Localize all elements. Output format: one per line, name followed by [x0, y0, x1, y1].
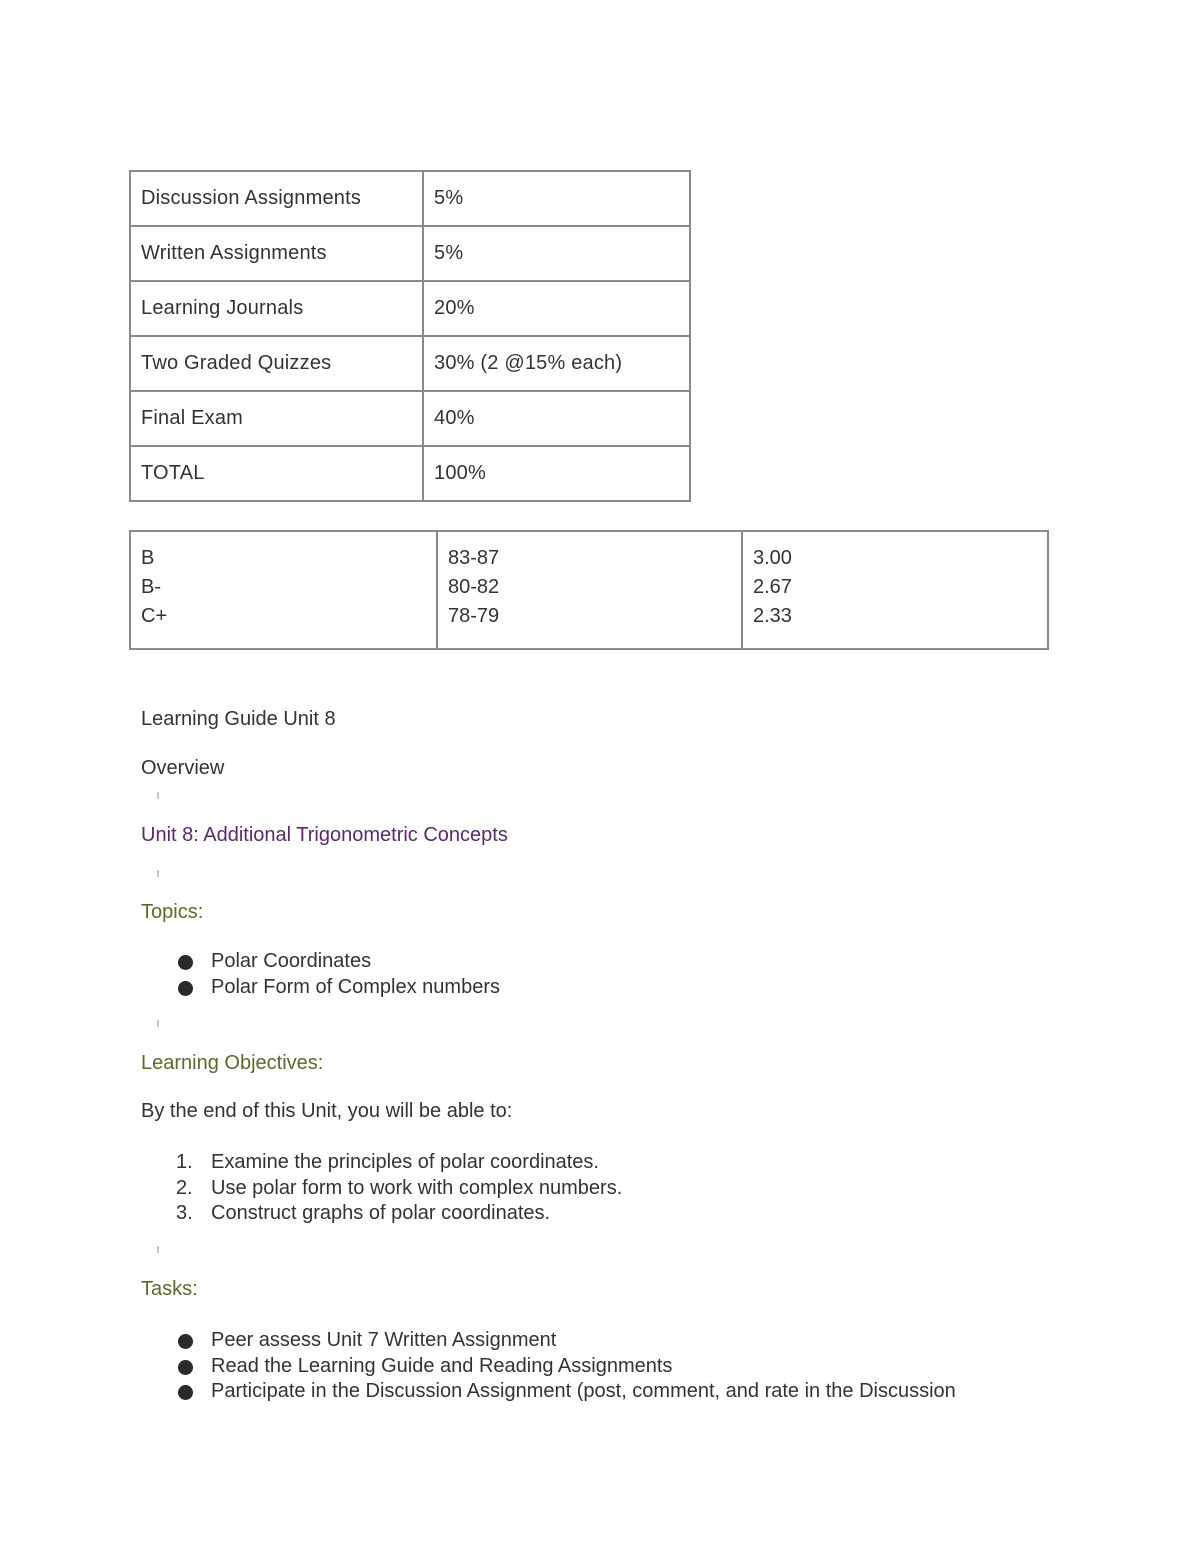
list-item: [170, 1176, 622, 1202]
grade-ranges-cell: [437, 531, 742, 649]
objectives-heading: Learning Objectives:: [141, 1052, 324, 1074]
list-item: [170, 949, 500, 975]
grade-range: 78-79: [448, 605, 500, 627]
list-item: [170, 1354, 956, 1380]
bullet-icon: [178, 1334, 193, 1349]
list-item: [170, 1328, 956, 1354]
objective-text: Use polar form to work with complex numbers.: [211, 1176, 623, 1199]
spacer-mark: [157, 1246, 159, 1253]
grade-letter: B-: [141, 576, 161, 598]
list-item: [170, 975, 500, 1001]
weight-item-cell: Written Assignments: [130, 226, 423, 281]
bullet-icon: [178, 981, 193, 996]
item-number: 3.: [176, 1202, 193, 1224]
objective-text: Construct graphs of polar coordinates.: [211, 1202, 551, 1224]
table-row: [130, 226, 690, 281]
task-text: Participate in the Discussion Assignment (post, comment, and rate in the Discussion: [211, 1380, 956, 1402]
grade-points: 2.33: [753, 605, 792, 627]
list-item: [170, 1379, 956, 1405]
table-row: [130, 531, 1048, 649]
grade-letter: C+: [141, 605, 168, 627]
grade-letter: B: [141, 547, 155, 569]
weight-value-cell: 5%: [423, 226, 690, 281]
grade-points-cell: [742, 531, 1048, 649]
list-item: [170, 1150, 622, 1176]
item-number: 1.: [176, 1151, 193, 1173]
topic-text: Polar Coordinates: [211, 950, 372, 972]
item-number: 2.: [176, 1176, 193, 1199]
table-row: [130, 336, 690, 391]
table-row: [130, 171, 690, 226]
weight-item-cell: Learning Journals: [130, 281, 423, 336]
spacer-mark: [157, 792, 159, 799]
grade-range: 80-82: [448, 576, 500, 598]
weight-item-cell: TOTAL: [130, 446, 423, 501]
table-row: [130, 446, 690, 501]
table-row: [130, 391, 690, 446]
weight-item-cell: Discussion Assignments: [130, 171, 423, 226]
grade-range: 83-87: [448, 547, 500, 569]
topics-list: [170, 949, 500, 1000]
weight-value-cell: 100%: [423, 446, 690, 501]
grade-points: 3.00: [753, 547, 792, 569]
weight-value-cell: 20%: [423, 281, 690, 336]
weight-value-cell: 5%: [423, 171, 690, 226]
bullet-icon: [178, 1360, 193, 1375]
unit-heading: Unit 8: Additional Trigonometric Concepts: [141, 824, 508, 846]
grade-points: 2.67: [753, 576, 792, 598]
list-item: [170, 1201, 622, 1227]
grade-scale-table: [129, 530, 1049, 650]
weight-value-cell: 40%: [423, 391, 690, 446]
spacer-mark: [157, 1020, 159, 1027]
task-text: Peer assess Unit 7 Written Assignment: [211, 1329, 557, 1351]
weight-value-cell: 30% (2 @15% each): [423, 336, 690, 391]
objective-text: Examine the principles of polar coordinates.: [211, 1151, 599, 1173]
spacer-mark: [157, 870, 159, 877]
weight-item-cell: Final Exam: [130, 391, 423, 446]
tasks-heading: Tasks:: [141, 1278, 198, 1300]
guide-title: Learning Guide Unit 8: [141, 708, 336, 730]
topics-heading: Topics:: [141, 901, 204, 923]
task-text: Read the Learning Guide and Reading Assignments: [211, 1354, 673, 1377]
grade-weights-table: [129, 170, 691, 502]
grade-letters-cell: [130, 531, 437, 649]
bullet-icon: [178, 1385, 193, 1400]
overview-heading: Overview: [141, 757, 225, 779]
tasks-list: [170, 1328, 956, 1405]
topic-text: Polar Form of Complex numbers: [211, 975, 500, 998]
objectives-intro: By the end of this Unit, you will be able to:: [141, 1100, 513, 1122]
objectives-list: [170, 1150, 622, 1227]
bullet-icon: [178, 955, 193, 970]
weight-item-cell: Two Graded Quizzes: [130, 336, 423, 391]
table-row: [130, 281, 690, 336]
